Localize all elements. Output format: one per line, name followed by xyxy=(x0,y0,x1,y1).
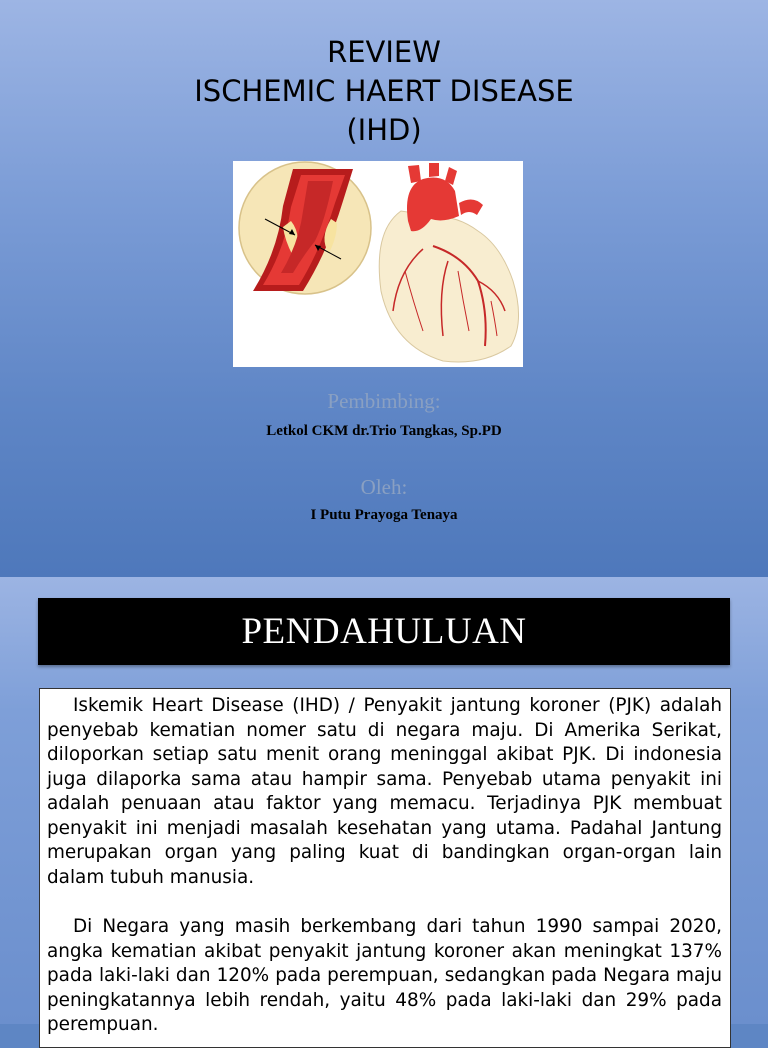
slide-title-review: REVIEW xyxy=(327,35,441,69)
heart-artery-illustration xyxy=(233,161,523,367)
oleh-name: I Putu Prayoga Tenaya xyxy=(310,507,458,523)
slide-title-disease: ISCHEMIC HAERT DISEASE xyxy=(194,74,574,108)
intro-paragraph-2: Di Negara yang masih berkembang dari tahun 1990 sampai 2020, angka kematian akibat penyakit jantung koroner akan meningkat 137% pada laki-laki dan 120% pada perempuan, sedangkan pada Negara maju peningkatannya lebih rendah, yaitu 48% pada laki-laki dan 29% pada perempuan. xyxy=(47,916,722,1035)
slide-title-abbrev: (IHD) xyxy=(346,113,422,147)
oleh-label: Oleh: xyxy=(360,475,408,499)
pembimbing-name: Letkol CKM dr.Trio Tangkas, Sp.PD xyxy=(266,423,502,439)
intro-slide xyxy=(0,577,768,1035)
section-heading: PENDAHULUAN xyxy=(241,611,527,652)
heart-artery-image xyxy=(233,161,523,367)
section-banner xyxy=(38,598,730,665)
intro-text-box xyxy=(39,688,731,1048)
pembimbing-label: Pembimbing: xyxy=(327,389,441,413)
intro-paragraph-1: Iskemik Heart Disease (IHD) / Penyakit jantung koroner (PJK) adalah penyebab kematian nomer satu di negara maju. Di Amerika Serikat, diloporkan setiap satu menit orang meninggal akibat PJK. Di indonesia juga dilaporka sama atau hampir sama. Penyebab utama penyakit ini adalah penuaan atau faktor yang memacu. Terjadinya PJK membuat penyakit ini menjadi masalah kesehatan yang utama. Padahal Jantung merupakan organ yang paling kuat di bandingkan organ-organ lain dalam tubuh manusia. xyxy=(47,695,722,888)
